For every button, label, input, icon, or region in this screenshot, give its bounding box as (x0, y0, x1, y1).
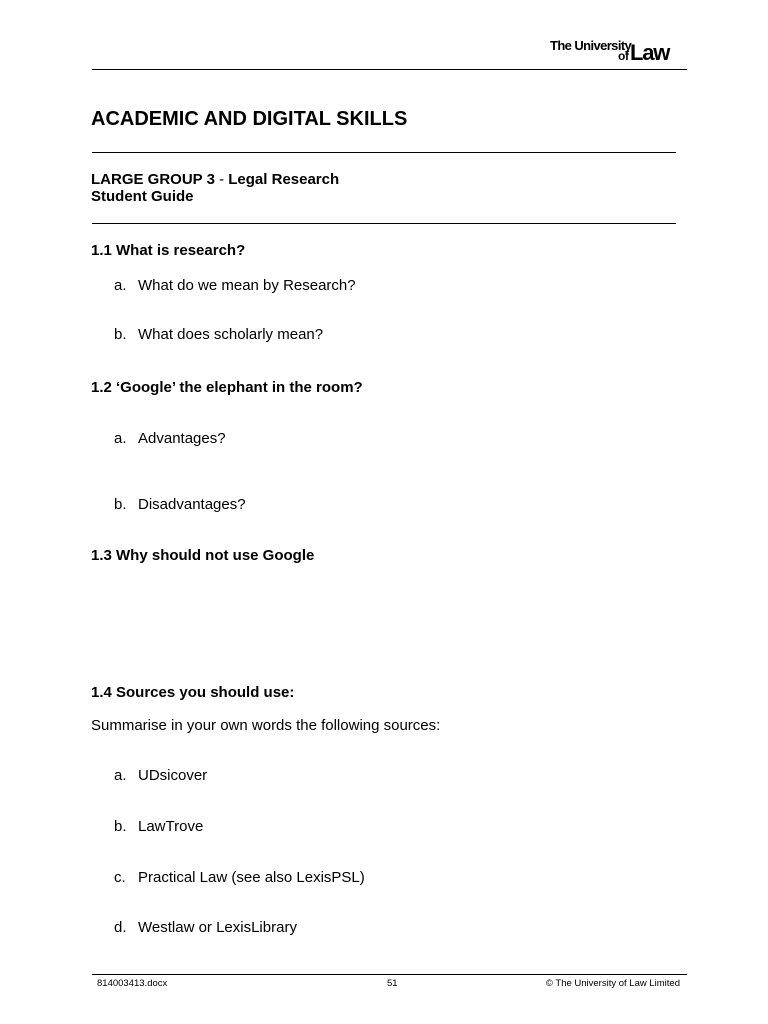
list-marker: a. (114, 277, 127, 294)
list-item (114, 818, 203, 836)
title-rule (92, 152, 676, 153)
subtitle-topic: Legal Research (228, 171, 340, 188)
list-item-text: What do we mean by Research? (138, 277, 356, 294)
subtitle-group: LARGE GROUP 3 (91, 171, 215, 188)
list-item-text: Advantages? (138, 430, 226, 447)
list-item (114, 496, 246, 514)
list-marker: a. (114, 430, 127, 447)
list-item (114, 869, 365, 887)
list-item (114, 767, 207, 785)
list-marker: d. (114, 919, 127, 936)
section-heading-1-1: 1.1 What is research? (91, 242, 246, 259)
footer-rule (92, 974, 687, 975)
subtitle-rule (92, 223, 676, 224)
header-rule (92, 69, 687, 70)
list-item-text: Disadvantages? (138, 496, 246, 513)
list-marker: a. (114, 767, 127, 784)
section-intro: Summarise in your own words the following sources: (91, 717, 441, 734)
list-item (114, 277, 356, 295)
document-subtitle (91, 171, 339, 188)
logo-line-2: of (618, 49, 629, 63)
list-item-text: UDsicover (138, 767, 208, 784)
list-item (114, 919, 297, 937)
list-item-text: Practical Law (see also LexisPSL) (138, 869, 365, 886)
document-title: ACADEMIC AND DIGITAL SKILLS (91, 108, 408, 130)
university-logo (550, 38, 680, 64)
subtitle-separator: - (214, 171, 229, 188)
list-item-text: Westlaw or LexisLibrary (138, 919, 297, 936)
list-marker: b. (114, 496, 127, 513)
section-heading-1-4: 1.4 Sources you should use: (91, 684, 295, 701)
footer-copyright: © The University of Law Limited (545, 978, 680, 989)
list-item (114, 430, 226, 448)
footer-filename: 814003413.docx (97, 978, 168, 989)
list-marker: b. (114, 326, 127, 343)
list-item (114, 326, 323, 344)
document-subtitle-line-2: Student Guide (91, 188, 194, 205)
footer-page-number: 51 (387, 978, 398, 989)
list-item-text: What does scholarly mean? (138, 326, 324, 343)
logo-line-3: Law (630, 40, 670, 65)
section-heading-1-3: 1.3 Why should not use Google (91, 547, 315, 564)
list-marker: c. (114, 869, 126, 886)
list-marker: b. (114, 818, 127, 835)
list-item-text: LawTrove (138, 818, 204, 835)
logo-line-1: The University (550, 38, 632, 53)
section-heading-1-2: 1.2 ‘Google’ the elephant in the room? (91, 379, 363, 396)
